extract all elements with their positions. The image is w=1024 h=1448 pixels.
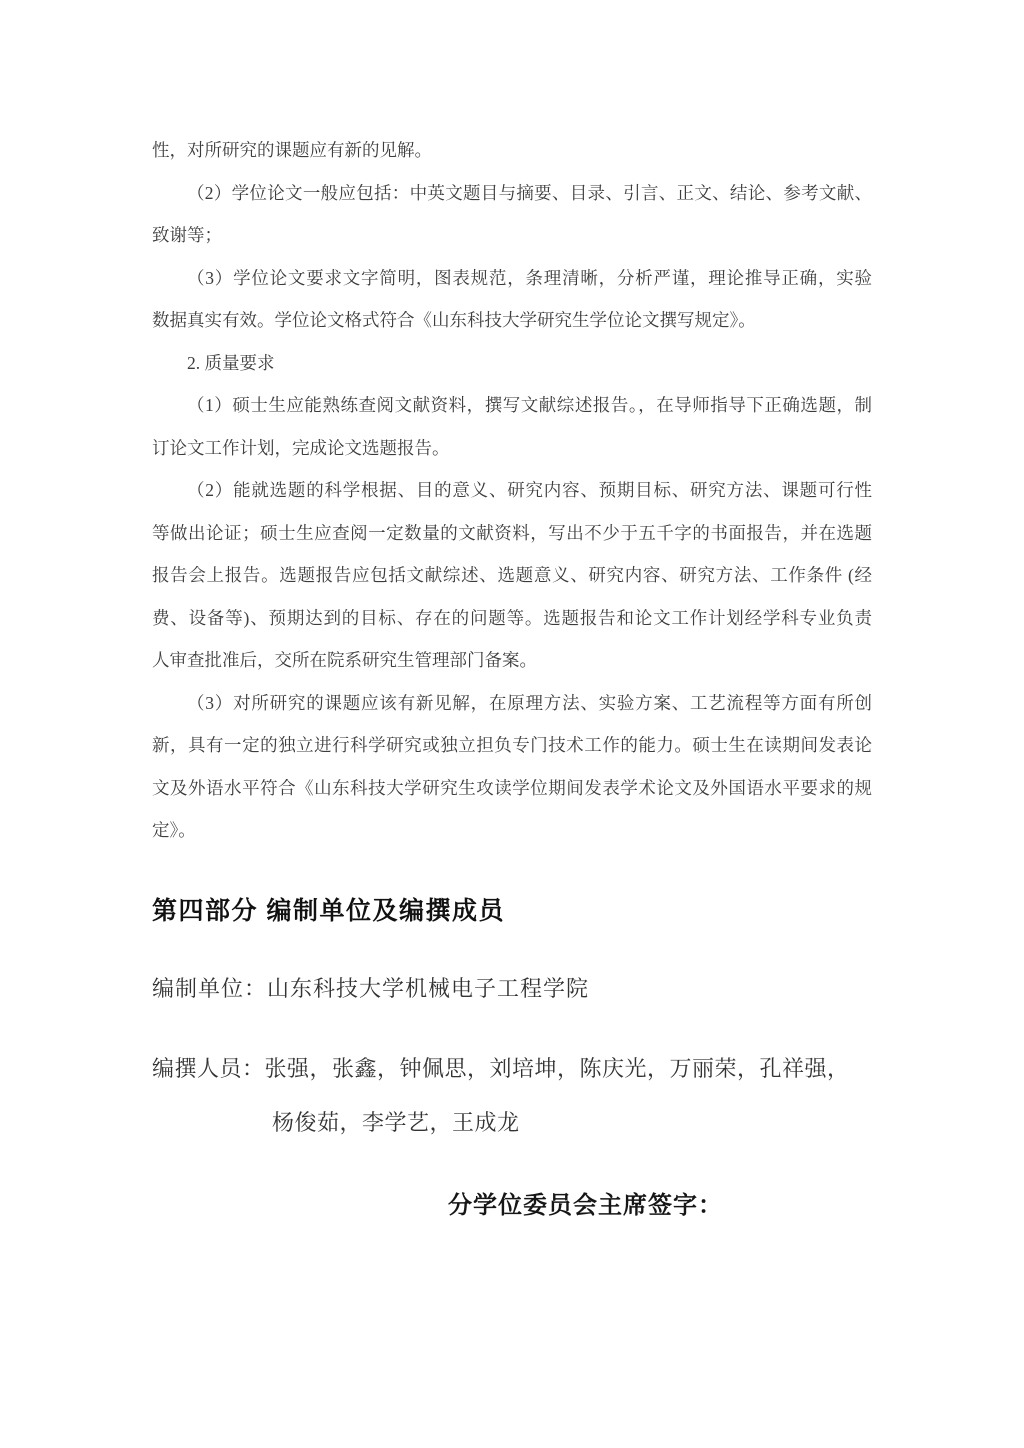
- body-line: 2. 质量要求: [187, 352, 275, 373]
- section-heading: 第四部分 编制单位及编撰成员: [152, 896, 505, 925]
- body-line: 定》。: [152, 820, 196, 840]
- compile-unit-line: 编制单位：山东科技大学机械电子工程学院: [152, 975, 590, 1001]
- members-line-1: 编撰人员：张强，张鑫，钟佩思，刘培坤，陈庆光，万丽荣，孔祥强，: [152, 1055, 850, 1081]
- body-line: 人审查批准后，交所在院系研究生管理部门备案。: [152, 650, 537, 670]
- body-line: （2）能就选题的科学根据、目的意义、研究内容、预期目标、研究方法、课题可行性: [187, 480, 872, 500]
- body-line: 新，具有一定的独立进行科学研究或独立担负专门技术工作的能力。硕士生在读期间发表论: [152, 735, 872, 755]
- body-line: 等做出论证；硕士生应查阅一定数量的文献资料，写出不少于五千字的书面报告，并在选题: [152, 522, 872, 543]
- body-line: 致谢等；: [152, 225, 222, 245]
- body-line: 文及外语水平符合《山东科技大学研究生攻读学位期间发表学术论文及外国语水平要求的规: [152, 777, 872, 798]
- body-line: 费、设备等)、预期达到的目标、存在的问题等。选题报告和论文工作计划经学科专业负责: [152, 607, 872, 628]
- body-line: （2）学位论文一般应包括：中英文题目与摘要、目录、引言、正文、结论、参考文献、: [187, 182, 872, 203]
- body-line: 报告会上报告。选题报告应包括文献综述、选题意义、研究内容、研究方法、工作条件 (经: [152, 565, 872, 585]
- body-line: 性，对所研究的课题应有新的见解。: [152, 140, 432, 160]
- signature-label: 分学位委员会主席签字：: [448, 1191, 723, 1219]
- body-line: （3）对所研究的课题应该有新见解，在原理方法、实验方案、工艺流程等方面有所创: [187, 692, 872, 713]
- body-line: （3）学位论文要求文字简明，图表规范，条理清晰，分析严谨，理论推导正确，实验: [187, 267, 872, 288]
- body-line: （1）硕士生应能熟练查阅文献资料，撰写文献综述报告。，在导师指导下正确选题，制: [187, 395, 872, 415]
- body-line: 订论文工作计划，完成论文选题报告。: [152, 437, 450, 458]
- body-line: 数据真实有效。学位论文格式符合《山东科技大学研究生学位论文撰写规定》。: [152, 310, 756, 330]
- document-content: [152, 129, 872, 1222]
- members-line-2: 杨俊茹，李学艺，王成龙: [272, 1109, 520, 1135]
